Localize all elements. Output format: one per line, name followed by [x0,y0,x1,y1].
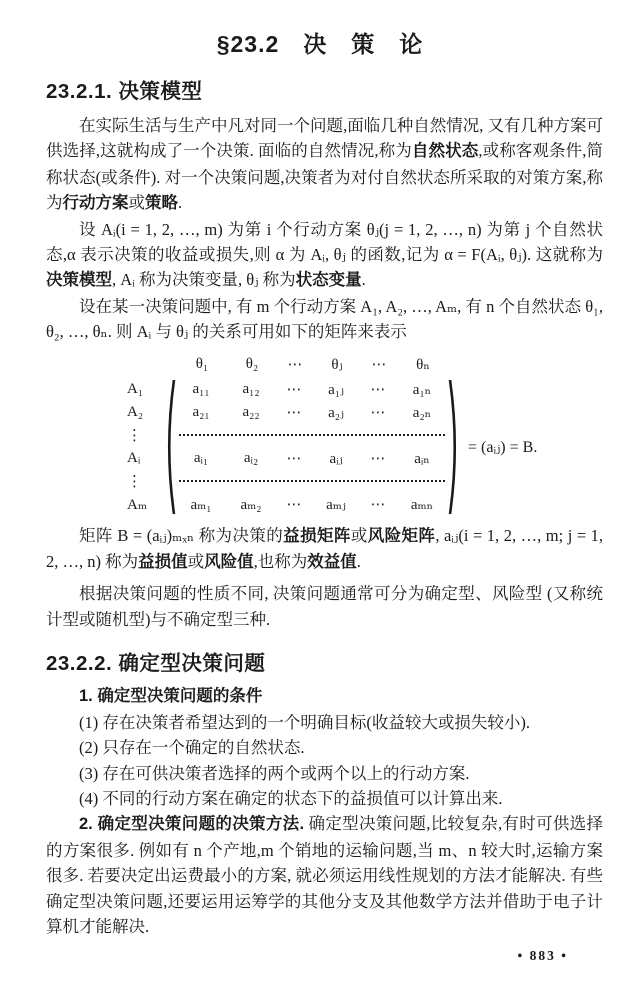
matrix-cell: a₁₂ [242,380,260,397]
matrix-cell: ⋯ [370,404,386,421]
page-title: §23.2 决 策 论 [216,31,424,57]
conditions-list [46,710,603,812]
bold-term: 风险矩阵 [367,526,436,545]
matrix-cell: aᵢₙ [414,450,430,467]
matrix-cell: aₘⱼ [326,496,346,513]
bold-term: 策略 [145,194,178,213]
matrix-cell: aₘ₁ [190,496,212,513]
text-segment: 或 [187,552,205,572]
condition-item: (4) 不同的行动方案在确定的状态下的益损值可以计算出来. [79,788,503,808]
matrix-paren-left-icon [163,378,176,516]
matrix-row-label: A₂ [127,403,144,420]
matrix-row-label: A₁ [127,380,144,397]
matrix-row-label: ⋮ [127,473,142,490]
text-segment: , Aᵢ 称为决策变量, θⱼ 称为 [112,270,296,290]
matrix-grid [176,378,448,516]
matrix-cell: a₁ⱼ [328,381,344,398]
matrix-ellipsis-row [179,480,445,482]
matrix-column-header: ⋯ [371,357,387,374]
text-segment: , aᵢⱼ(i = 1, 2, …, m; j = 1, 2, …, n) 称为 [46,525,604,572]
text-segment: ,也称为 [253,552,308,572]
paragraph-decision-method [46,811,603,939]
matrix-cell: ⋯ [286,404,302,421]
matrix-cell: ⋯ [370,496,386,513]
matrix-cell: a₁ₙ [412,381,432,398]
bold-term: 益损矩阵 [283,526,351,545]
text-segment: 确定型决策问题,比较复杂,有时可供选择的方案很多. 例如有 n 个产地,m 个销地的运输问题,当 m、n 较大时,运输方案很多. 若要决定出运费最小的方案, 就必须运用线性规划的方法才能解决. 有些确定型决策问题,还要运用运筹学的其他分支及其他数学方法并借助于电子计算机才能解决. [46,814,604,936]
matrix-cell: aᵢ₂ [243,449,259,466]
matrix-row-label: Aₘ [127,496,148,513]
page-number: • 883 • [517,948,568,963]
bold-term: 2. 确定型决策问题的决策方法. [79,815,305,834]
matrix-column-header: θⱼ [331,357,343,374]
payoff-matrix [127,352,603,516]
paragraph-intro [46,113,603,217]
matrix-body [127,378,603,516]
condition-item: (2) 只存在一个确定的自然状态. [79,738,305,758]
matrix-row-label: Aᵢ [127,449,141,466]
matrix-cell: aᵢ₁ [193,449,209,466]
condition-item: (3) 存在可供决策者选择的两个或两个以上的行动方案. [79,763,470,783]
matrix-cell: aₘₙ [410,496,434,513]
bold-term: 益损值 [138,553,188,572]
matrix-cell: ⋯ [286,496,302,513]
matrix-cell: a₂₁ [192,403,210,420]
section-heading-deterministic: 23.2.2. 确定型决策问题 [46,652,266,676]
paragraph-model-definition [46,217,603,294]
matrix-cell: aₘ₂ [240,496,262,513]
matrix-cell: ⋯ [286,381,302,398]
text-segment: . [356,552,361,572]
text-segment: ,或称客观条件,简称状态(或条件). 对一个决策问题,决策者为对付自然状态所采取的对策方案,称为 [46,141,604,213]
bold-term: 效益值 [307,553,357,572]
paragraph-classification [46,581,603,632]
bold-term: 行动方案 [62,194,129,213]
matrix-ellipsis-row [179,434,445,436]
text-segment: . [361,270,366,290]
text-segment: 在实际生活与生产中凡对同一个问题,面临几种自然情况, 又有几种方案可供选择,这就构成了一个决策. 面临的自然情况,称为 [46,116,603,161]
matrix-column-headers [127,352,603,378]
matrix-cell: a₂ₙ [412,404,432,421]
text-segment: 设 Aᵢ(i = 1, 2, …, m) 为第 i 个行动方案 θⱼ(j = 1, 2, …, n) 为第 j 个自然状态,α 表示决策的收益或损失,则 α 为 Aᵢ, θⱼ 的函数,记为 α = F(Aᵢ, θⱼ). 这就称为 [46,219,603,265]
matrix-row-label: ⋮ [127,427,142,444]
matrix-cell: ⋯ [370,450,386,467]
bold-term: 自然状态 [411,142,479,161]
matrix-equals-expression: = (aᵢⱼ) = B. [468,438,538,456]
paragraph-matrix-intro [46,294,603,345]
matrix-paren-right-icon [448,378,461,516]
matrix-row-labels [127,378,163,516]
matrix-cell: aᵢⱼ [329,450,343,467]
text-segment: 或 [350,525,368,545]
matrix-cell: ⋯ [286,450,302,467]
matrix-column-header: ⋯ [287,357,303,374]
matrix-column-header: θ₁ [195,356,209,373]
text-segment: 根据决策问题的性质不同, 决策问题通常可分为确定型、风险型 (又称统计型或随机型)与不确定型三种. [46,584,603,629]
text-segment: 或 [128,193,145,213]
matrix-cell: a₂ⱼ [328,404,344,421]
text-segment: . [178,193,183,213]
matrix-column-header: θ₂ [245,356,259,373]
section-heading-decision-model: 23.2.1. 决策模型 [46,80,203,103]
matrix-cell: ⋯ [370,381,386,398]
paragraph-matrix-naming [46,523,603,576]
matrix-cell: a₂₂ [242,403,260,420]
text-segment: 矩阵 B = (aᵢⱼ)ₘₓₙ 称为决策的 [79,525,284,545]
bold-term: 状态变量 [295,271,362,290]
matrix-cell: a₁₁ [192,380,210,397]
matrix-column-header: θₙ [416,357,430,374]
condition-item: (1) 存在决策者希望达到的一个明确目标(收益较大或损失较小). [79,712,530,732]
text-segment: 设在某一决策问题中, 有 m 个行动方案 A₁, A₂, …, Aₘ, 有 n 个自然状态 θ₁, θ₂, …, θₙ. 则 Aᵢ 与 θⱼ 的关系可用如下的矩阵来表示 [46,296,603,342]
page-content [0,74,640,939]
bold-term: 风险值 [204,553,254,572]
conditions-list-title: 1. 确定型决策问题的条件 [79,687,263,706]
bold-term: 决策模型 [46,271,112,290]
